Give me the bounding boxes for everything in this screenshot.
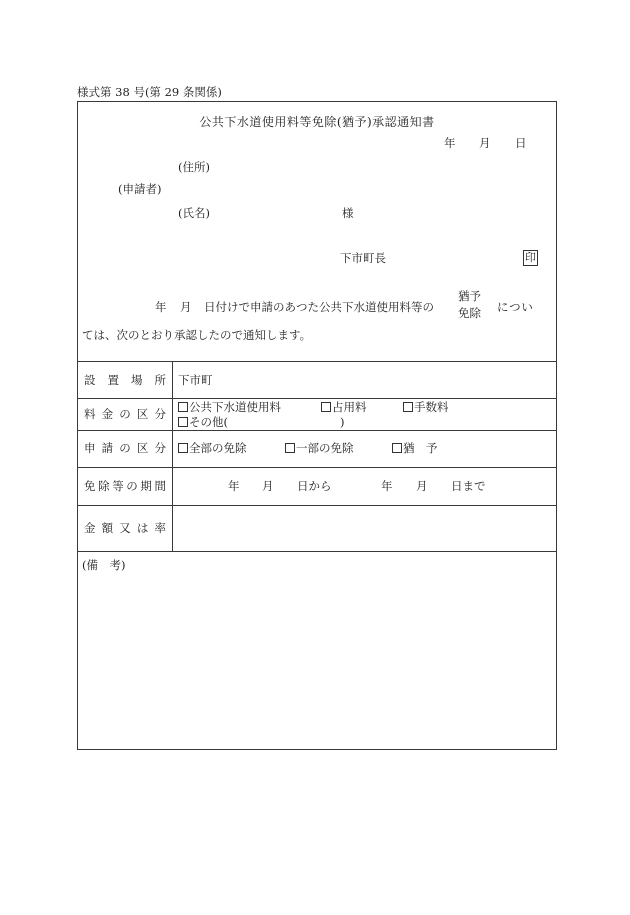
- application-type-label: 申 請 の 区 分: [84, 441, 166, 455]
- table-row-location: [77, 361, 557, 398]
- application-option-partial: [285, 441, 354, 455]
- period-start-month: 月: [262, 479, 274, 493]
- fee-option-other: [178, 415, 228, 429]
- fee-option-label: その他(: [189, 415, 228, 429]
- label-cell: [77, 399, 173, 430]
- label-cell: [77, 431, 173, 467]
- period-end-day: 日まで: [451, 479, 486, 493]
- table-row-fee-type: [77, 398, 557, 430]
- amount-label: 金 額 又 は 率: [84, 521, 166, 535]
- body-choice-exempt: 免除: [458, 306, 481, 320]
- fee-option-label: 公共下水道使用料: [189, 400, 281, 414]
- seal-mark: 印: [525, 251, 536, 264]
- fee-option-handling: [403, 400, 449, 414]
- issuer-name: 下市町長: [340, 251, 386, 265]
- application-option-label: 全部の免除: [189, 441, 247, 455]
- fee-option-label: 占用料: [332, 400, 367, 414]
- remarks-label: (備 考): [82, 558, 126, 572]
- document-title: 公共下水道使用料等免除(猶予)承認通知書: [199, 115, 435, 129]
- application-option-label: 猶 予: [403, 441, 438, 455]
- checkbox-icon: [285, 443, 295, 453]
- table-row-period: [77, 467, 557, 505]
- application-option-label: 一部の免除: [296, 441, 354, 455]
- location-value: 下市町: [178, 373, 213, 387]
- date-month: 月: [479, 136, 491, 150]
- label-cell: [77, 468, 173, 505]
- body-choice-postpone: 猶予: [458, 289, 481, 303]
- period-start-year: 年: [228, 479, 240, 493]
- form-number: 様式第 38 号(第 29 条関係): [77, 85, 222, 99]
- fee-option-occupancy: [321, 400, 367, 414]
- location-label: 設 置 場 所: [84, 373, 166, 387]
- body-year: 年: [155, 300, 167, 314]
- table-row-application-type: [77, 430, 557, 467]
- period-label: 免除等の期間: [84, 479, 166, 493]
- address-label: (住所): [178, 160, 210, 174]
- body-line2: ては、次のとおり承認したので通知します。: [82, 328, 312, 342]
- checkbox-icon: [178, 402, 188, 412]
- checkbox-icon: [392, 443, 402, 453]
- checkbox-icon: [178, 417, 188, 427]
- fee-type-label: 料 金 の 区 分: [84, 407, 166, 421]
- fee-other-close: ): [340, 415, 345, 429]
- application-option-full: [178, 441, 247, 455]
- period-start-day: 日から: [297, 479, 332, 493]
- remarks-section: [77, 551, 557, 749]
- period-end-month: 月: [416, 479, 428, 493]
- checkbox-icon: [321, 402, 331, 412]
- fee-option-sewer: [178, 400, 281, 414]
- checkbox-icon: [403, 402, 413, 412]
- applicant-label: (申請者): [118, 182, 162, 196]
- period-end-year: 年: [381, 479, 393, 493]
- body-month: 月: [180, 300, 192, 314]
- honorific: 様: [342, 206, 354, 220]
- fee-option-label: 手数料: [414, 400, 449, 414]
- checkbox-icon: [178, 443, 188, 453]
- date-day: 日: [515, 136, 527, 150]
- name-label: (氏名): [178, 206, 210, 220]
- label-cell: [77, 362, 173, 398]
- date-year: 年: [444, 136, 456, 150]
- body-line1-end: につい: [497, 300, 534, 314]
- label-cell: [77, 506, 173, 551]
- body-line1: 日付けで申請のあつた公共下水道使用料等の: [204, 300, 434, 314]
- table-row-amount: [77, 505, 557, 551]
- application-option-postpone: [392, 441, 438, 455]
